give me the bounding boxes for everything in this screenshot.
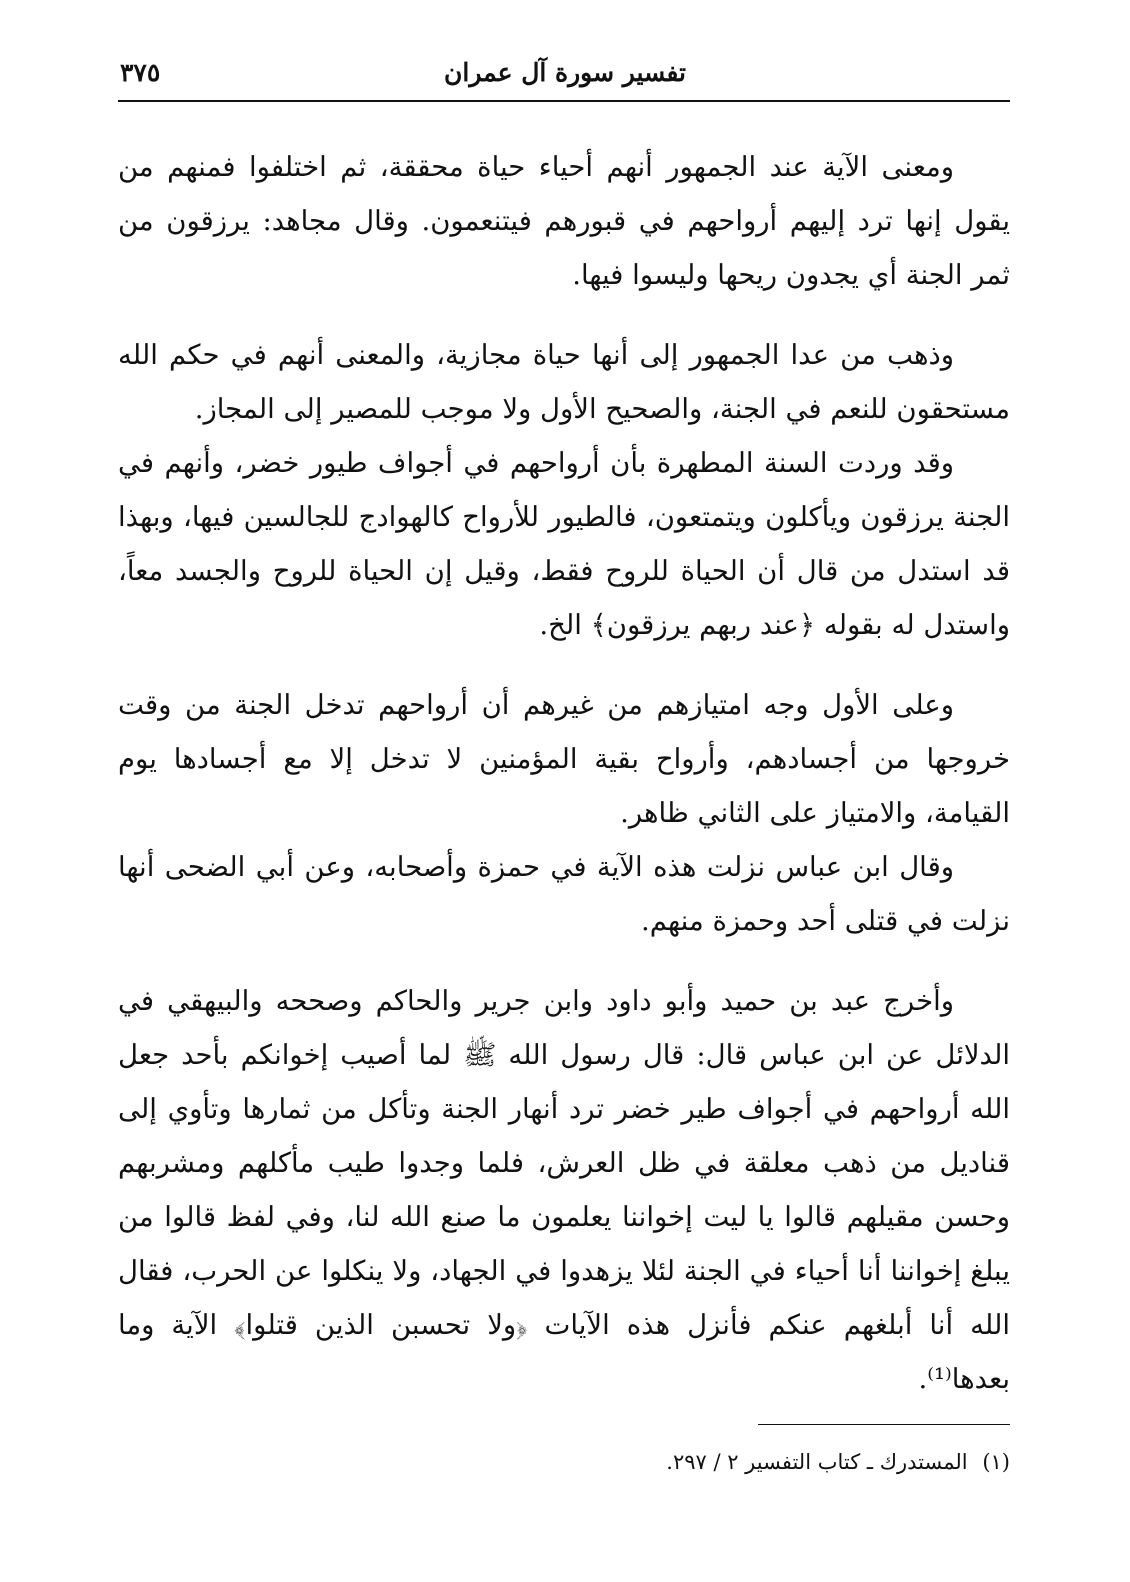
paragraph: وعلى الأول وجه امتيازهم من غيرهم أن أرواحهم تدخل الجنة من وقت خروجها من أجسادهم، وأرواح بقية المؤمنين لا تدخل إلا مع أجسادها يوم القيامة، والامتياز على الثاني ظاهر. [118, 689, 1010, 829]
footnote-divider [758, 1424, 1010, 1425]
page-number: ٣٧٥ [120, 58, 161, 87]
paragraph: وقد وردت السنة المطهرة بأن أرواحهم في أجواف طيور خضر، وأنهم في الجنة يرزقون ويأكلون ويتمتعون، فالطيور للأرواح كالهوادج للجالسين فيها، وبهذا قد استدل من قال أن الحياة للروح فقط، وقيل إن الحياة للروح والجسد معاً، واستدل له بقوله ﴿عند ربهم يرزقون﴾ الخ. [118, 447, 1010, 641]
paragraph: ومعنى الآية عند الجمهور أنهم أحياء حياة محققة، ثم اختلفوا فمنهم من يقول إنها ترد إليهم أرواحهم في قبورهم فيتنعمون. وقال مجاهد: يرزقون من ثمر الجنة أي يجدون ريحها وليسوا فيها. [118, 151, 1010, 291]
paragraph: وقال ابن عباس نزلت هذه الآية في حمزة وأصحابه، وعن أبي الضحى أنها نزلت في قتلى أحد وحمزة منهم. [118, 851, 1010, 937]
paragraph: وذهب من عدا الجمهور إلى أنها حياة مجازية، والمعنى أنهم في حكم الله مستحقون للنعم في الجنة، والصحيح الأول ولا موجب للمصير إلى المجاز. [118, 339, 1010, 425]
footnote-marker: (١) [982, 1450, 1010, 1474]
running-header [120, 54, 1010, 100]
header-divider [118, 100, 1010, 102]
paragraph: وأخرج عبد بن حميد وأبو داود وابن جرير والحاكم وصححه والبيهقي في الدلائل عن ابن عباس قال: قال رسول الله ﷺ لما أصيب إخوانكم بأحد جعل الله أرواحهم في أجواف طير خضر ترد أنهار الجنة وتأكل من ثمارها وتأوي إلى قناديل من ذهب معلقة في ظل العرش، فلما وجدوا طيب مأكلهم ومشربهم وحسن مقيلهم قالوا يا ليت إخواننا يعلمون ما صنع الله لنا، وفي لفظ قالوا من يبلغ إخواننا أنا أحياء في الجنة لئلا يزهدوا في الجهاد، ولا ينكلوا عن الحرب، فقال الله أنا أبلغهم عنكم فأنزل هذه الآيات ﴿ولا تحسبن الذين قتلوا﴾ الآية وما بعدها⁽¹⁾. [118, 985, 1010, 1395]
page-title: تفسير سورة آل عمران [444, 58, 686, 87]
footnote-text: المستدرك ـ كتاب التفسير ٢ / ٢٩٧. [666, 1450, 968, 1474]
footnote [118, 1446, 1010, 1478]
main-text [118, 140, 1010, 1406]
